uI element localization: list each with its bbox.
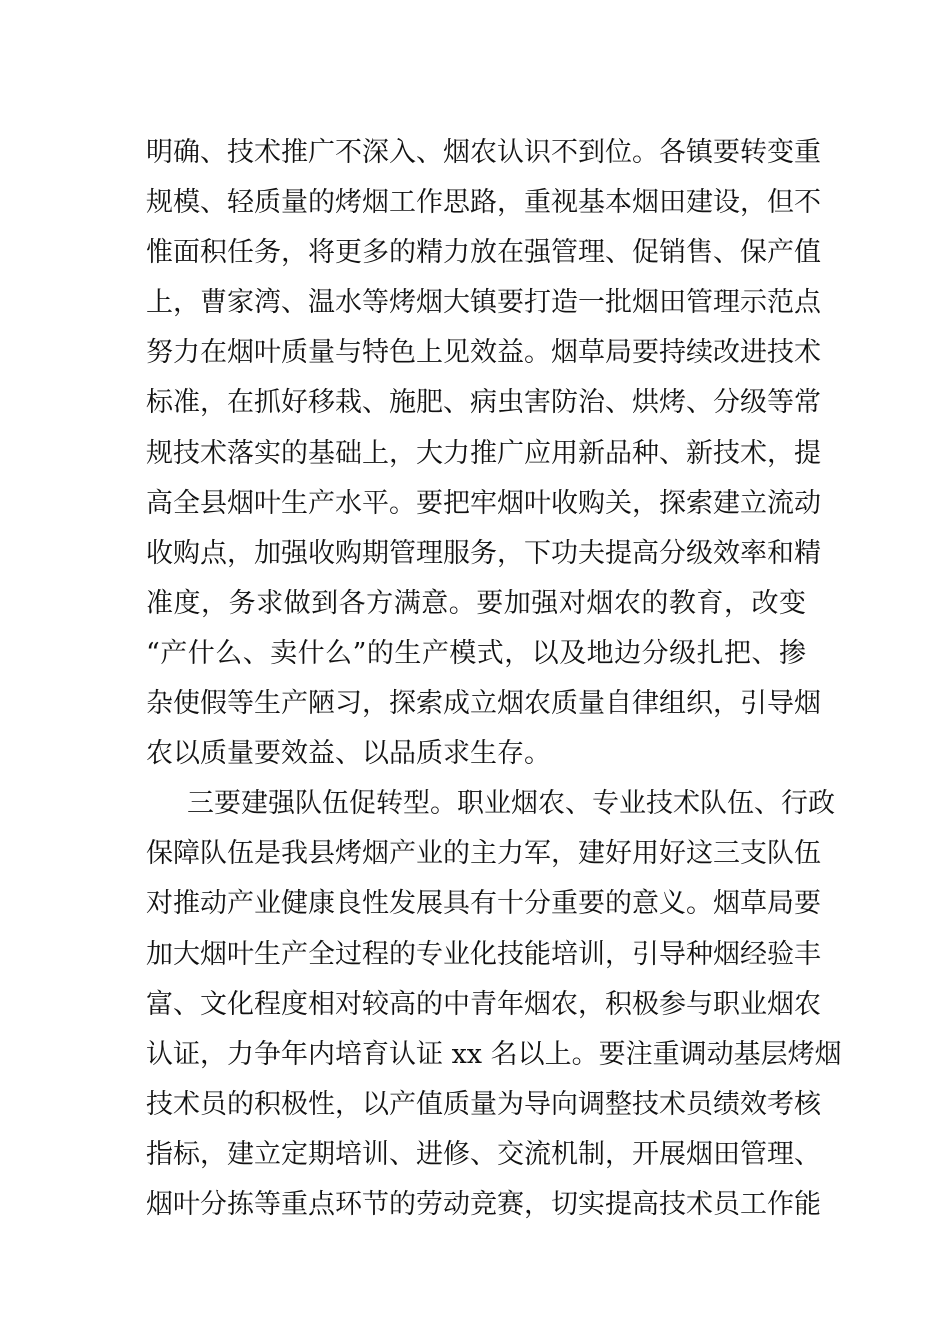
text-line: 明确、技术推广不深入、烟农认识不到位。各镇要转变重 bbox=[146, 137, 821, 168]
text-line: 上，曹家湾、温水等烤烟大镇要打造一批烟田管理示范点 bbox=[146, 287, 821, 319]
text-line: 技术员的积极性，以产值质量为导向调整技术员绩效考核 bbox=[146, 1088, 821, 1120]
text-line: 认证，力争年内培育认证 xx 名以上。要注重调动基层烤烟 bbox=[146, 1038, 842, 1070]
text-line: 准度，务求做到各方满意。要加强对烟农的教育，改变 bbox=[146, 587, 806, 619]
text-line: “产什么、卖什么”的生产模式，以及地边分级扎把、掺 bbox=[146, 637, 806, 669]
text-line: 对推动产业健康良性发展具有十分重要的意义。烟草局要 bbox=[146, 888, 821, 920]
text-line: 加大烟叶生产全过程的专业化技能培训，引导种烟经验丰 bbox=[146, 938, 821, 970]
text-line: 保障队伍是我县烤烟产业的主力军，建好用好这三支队伍 bbox=[146, 838, 821, 870]
text-line: 收购点，加强收购期管理服务，下功夫提高分级效率和精 bbox=[146, 537, 821, 569]
paragraph-start-line: 三要建强队伍促转型。职业烟农、专业技术队伍、行政 bbox=[187, 788, 835, 820]
text-line: 规模、轻质量的烤烟工作思路，重视基本烟田建设，但不 bbox=[146, 187, 821, 219]
body-text bbox=[146, 128, 842, 1230]
text-line: 富、文化程度相对较高的中青年烟农，积极参与职业烟农 bbox=[146, 988, 821, 1020]
text-line: 烟叶分拣等重点环节的劳动竞赛，切实提高技术员工作能 bbox=[146, 1188, 821, 1220]
text-line: 标准，在抓好移栽、施肥、病虫害防治、烘烤、分级等常 bbox=[146, 387, 821, 419]
text-line: 努力在烟叶质量与特色上见效益。烟草局要持续改进技术 bbox=[146, 337, 821, 369]
text-line: 惟面积任务，将更多的精力放在强管理、促销售、保产值 bbox=[146, 237, 821, 269]
paragraph-end-line: 农以质量要效益、以品质求生存。 bbox=[146, 738, 551, 770]
text-line: 指标，建立定期培训、进修、交流机制，开展烟田管理、 bbox=[146, 1138, 821, 1170]
text-line: 杂使假等生产陋习，探索成立烟农质量自律组织，引导烟 bbox=[146, 688, 821, 720]
text-line: 高全县烟叶生产水平。要把牢烟叶收购关，探索建立流动 bbox=[146, 487, 821, 519]
text-line: 规技术落实的基础上，大力推广应用新品种、新技术，提 bbox=[146, 437, 821, 469]
